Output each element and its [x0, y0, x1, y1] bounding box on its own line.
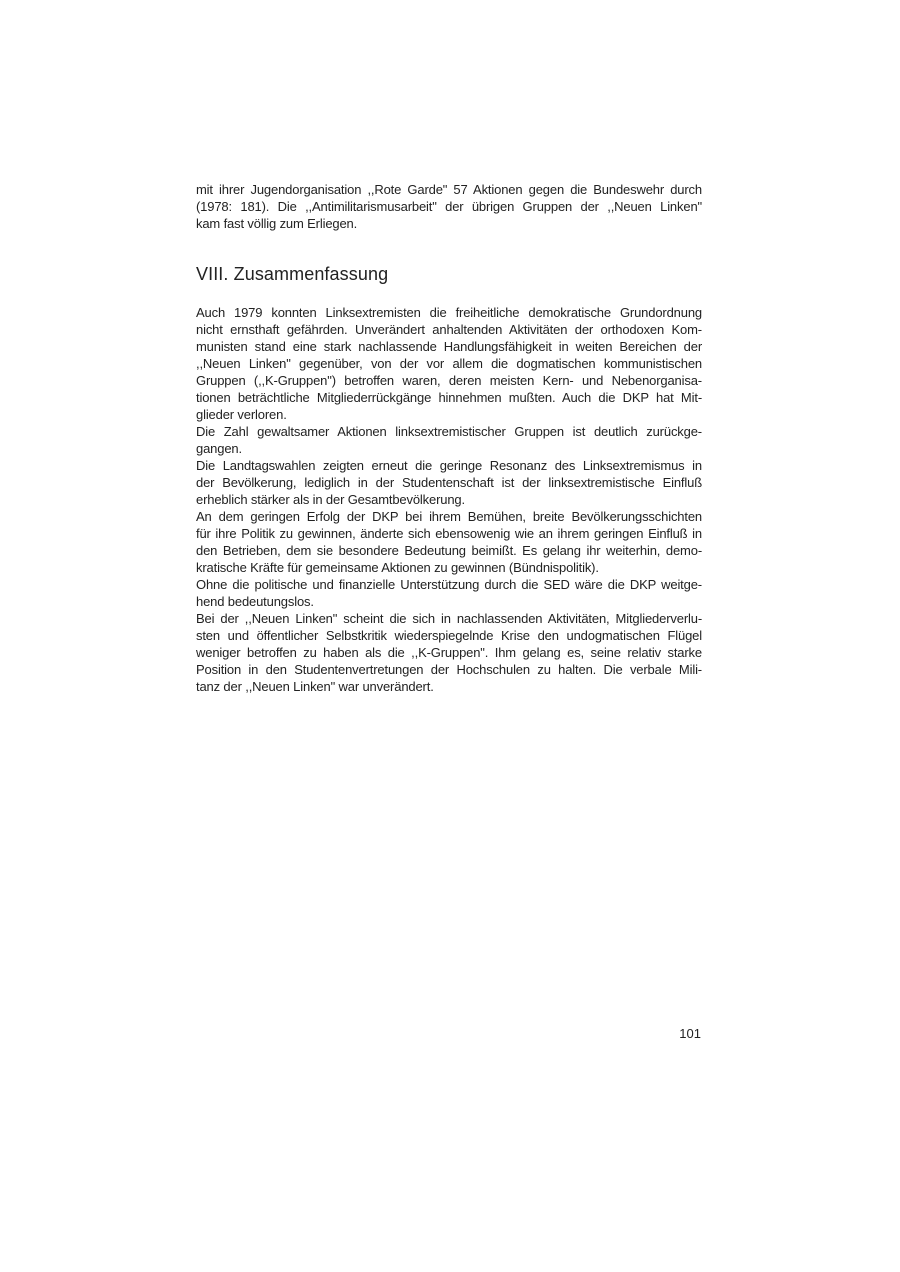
- text-line: nicht ernsthaft gefährden. Unverändert anhaltenden Aktivitäten der orthodoxen Kom-: [196, 322, 702, 337]
- text-line: (1978: 181). Die ,,Antimilitarismusarbeit" der übrigen Gruppen der ,,Neuen Linken": [196, 199, 702, 214]
- text-line: der Bevölkerung, lediglich in der Studentenschaft ist der linksextremistische Einfluß: [196, 475, 702, 490]
- text-line: Gruppen (,,K-Gruppen") betroffen waren, deren meisten Kern- und Nebenorganisa-: [196, 373, 702, 388]
- page-number: 101: [679, 1026, 701, 1041]
- text-line: hend bedeutungslos.: [196, 594, 314, 609]
- text-line: sten und öffentlicher Selbstkritik wiederspiegelnde Krise den undogmatischen Flügel: [196, 628, 702, 643]
- text-line: Position in den Studentenvertretungen der Hochschulen zu halten. Die verbale Mili-: [196, 662, 702, 677]
- text-line: tanz der ,,Neuen Linken" war unverändert.: [196, 679, 434, 694]
- text-line: ,,Neuen Linken" gegenüber, von der vor allem die dogmatischen kommunistischen: [196, 356, 702, 371]
- text-line: kratische Kräfte für gemeinsame Aktionen zu gewinnen (Bündnispolitik).: [196, 560, 599, 575]
- text-line: Ohne die politische und finanzielle Unterstützung durch die SED wäre die DKP weitge-: [196, 577, 702, 592]
- text-line: gangen.: [196, 441, 242, 456]
- text-line: kam fast völlig zum Erliegen.: [196, 216, 358, 231]
- text-line: erheblich stärker als in der Gesamtbevölkerung.: [196, 492, 465, 507]
- text-line: Bei der ,,Neuen Linken" scheint die sich in nachlassenden Aktivitäten, Mitgliederverlu-: [196, 611, 702, 626]
- intro-paragraph: [196, 181, 702, 232]
- summary-text: [196, 304, 702, 695]
- text-line: weniger betroffen zu haben als die ,,K-Gruppen". Ihm gelang es, seine relativ starke: [196, 645, 702, 660]
- text-line: den Betrieben, dem sie besondere Bedeutung beimißt. Es gelang ihr weiterhin, demo-: [196, 543, 702, 558]
- text-line: An dem geringen Erfolg der DKP bei ihrem Bemühen, breite Bevölkerungsschichten: [196, 509, 702, 524]
- text-line: glieder verloren.: [196, 407, 287, 422]
- text-line: für ihre Politik zu gewinnen, änderte sich ebensowenig wie an ihrem geringen Einfluß in: [196, 526, 702, 541]
- text-line: Die Landtagswahlen zeigten erneut die geringe Resonanz des Linksextremismus in: [196, 458, 702, 473]
- section-heading: VIII. Zusammenfassung: [196, 264, 389, 284]
- text-line: Auch 1979 konnten Linksextremisten die freiheitliche demokratische Grundordnung: [196, 305, 702, 320]
- text-line: munisten stand eine stark nachlassende Handlungsfähigkeit in weiten Bereichen der: [196, 339, 702, 354]
- text-line: Die Zahl gewaltsamer Aktionen linksextremistischer Gruppen ist deutlich zurückge-: [196, 424, 702, 439]
- text-line: tionen beträchtliche Mitgliederrückgänge hinnehmen mußten. Auch die DKP hat Mit-: [196, 390, 702, 405]
- text-line: mit ihrer Jugendorganisation ,,Rote Garde" 57 Aktionen gegen die Bundeswehr durch: [196, 182, 702, 197]
